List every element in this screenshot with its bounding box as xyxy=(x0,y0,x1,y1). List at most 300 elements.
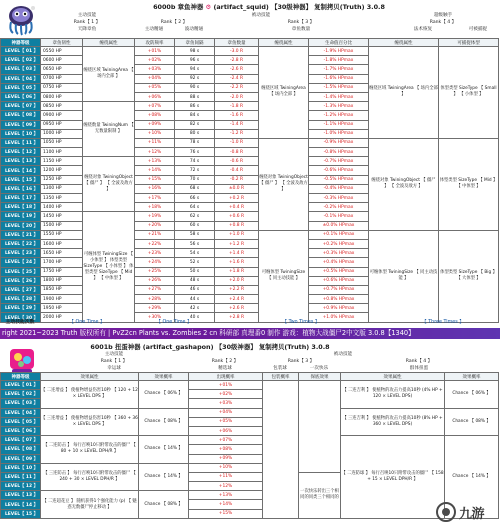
level-cell: LEVEL【 21 】 xyxy=(1,230,41,239)
copyright-bar xyxy=(0,328,500,339)
freq-cell: +26% xyxy=(135,276,175,285)
chance1-cell: Chance 【 14% 】 xyxy=(139,463,189,491)
sub-sub-label: 主动精通 xyxy=(144,27,164,32)
rank4-label: Rank【 4 】 xyxy=(429,20,457,25)
count-cell: +2.2 R xyxy=(215,285,259,294)
count-cell: -2.4 R xyxy=(215,74,259,83)
interval-cell: 40 s xyxy=(175,313,215,322)
pct-cell: -1.8% HPmax xyxy=(309,56,369,65)
interval-cell: 42 s xyxy=(175,304,215,313)
pct-cell: +0.6% HPmax xyxy=(309,276,369,285)
interval-cell: 52 s xyxy=(175,258,215,267)
table-header-row xyxy=(1,39,499,47)
count-cell: +1.0 R xyxy=(215,230,259,239)
table-row xyxy=(1,436,499,445)
level-cell: LEVEL【 23 】 xyxy=(1,249,41,258)
effect-cell-2: 缠绕对象 TwiningObject 【 僵尸 】 【 全波及敌方 】 xyxy=(369,138,439,230)
freq-cell: +08% xyxy=(135,111,175,120)
chance2-cell: +14% xyxy=(189,500,263,509)
freq-cell: +19% xyxy=(135,212,175,221)
count-cell: -2.8 R xyxy=(215,56,259,65)
interval-cell: 54 s xyxy=(175,249,215,258)
rank4-label-2: Rank【 4 】 xyxy=(405,359,433,364)
gashapon-level-table xyxy=(0,372,499,519)
freq-cell: +09% xyxy=(135,120,175,129)
pct-cell: +0.5% HPmax xyxy=(309,267,369,276)
page-title xyxy=(40,2,498,12)
level-cell: LEVEL【 09 】 xyxy=(1,454,41,463)
col-freq: 攻防频率 xyxy=(135,39,175,47)
pct-cell: +0.2% HPmax xyxy=(309,239,369,248)
effect1-cell: 【 二连防击 】 每行召唤10只附带攻击的僵尸 【 80 + 10 × LEVEL DPH/R 】 xyxy=(41,436,139,464)
pct-cell: -1.5% HPmax xyxy=(309,83,369,92)
sub-b-label: 精选球 xyxy=(218,366,232,371)
interval-cell: 88 s xyxy=(175,92,215,101)
count-cell: +1.4 R xyxy=(215,249,259,258)
interval-cell: 76 s xyxy=(175,148,215,157)
interval-cell: 50 s xyxy=(175,267,215,276)
freq-cell: +22% xyxy=(135,239,175,248)
hp-cell: 1300 HP xyxy=(41,184,83,193)
freq-cell: +02% xyxy=(135,56,175,65)
col-c: 包装概率 xyxy=(263,373,299,381)
interval-cell: 80 s xyxy=(175,129,215,138)
hp-cell: 1000 HP xyxy=(41,129,83,138)
pct-cell: -0.4% HPmax xyxy=(309,184,369,193)
level-cell: LEVEL【 29 】 xyxy=(1,304,41,313)
count-cell: +1.6 R xyxy=(215,258,259,267)
group-passive-label: 被动技能 xyxy=(251,13,271,18)
interval-cell: 90 s xyxy=(175,83,215,92)
interval-cell: 66 s xyxy=(175,194,215,203)
col-level-2: 神器等级 xyxy=(1,373,41,381)
table-header-row-2 xyxy=(1,373,499,381)
attr-cell: 可缠体型 TwiningSize 【 小体型 】 体型类型 SizeType 【 小体型 】 体型类型 SizeType 【 Mid 】 【 中体型 】 xyxy=(83,212,135,322)
interval-cell: 56 s xyxy=(175,239,215,248)
freq-cell: +17% xyxy=(135,194,175,203)
hp-cell: 1600 HP xyxy=(41,239,83,248)
col-d: 保底效果 xyxy=(299,373,341,381)
pct-cell: +0.3% HPmax xyxy=(309,249,369,258)
sub-heal-label: 法术恢复 xyxy=(413,27,433,32)
level-cell: LEVEL【 12 】 xyxy=(1,148,41,157)
interval-cell: 62 s xyxy=(175,212,215,221)
hp-cell: 0700 HP xyxy=(41,74,83,83)
interval-cell: 64 s xyxy=(175,203,215,212)
level-cell: LEVEL【 10 】 xyxy=(1,129,41,138)
interval-cell: 96 s xyxy=(175,56,215,65)
level-cell: LEVEL【 06 】 xyxy=(1,426,41,435)
pct-cell: -1.4% HPmax xyxy=(309,92,369,101)
col-count: 章鱼数量 xyxy=(215,39,259,47)
rank1-label-2: Rank【 1 】 xyxy=(100,359,128,364)
pct-cell: +0.8% HPmax xyxy=(309,295,369,304)
level-cell: LEVEL【 14 】 xyxy=(1,500,41,509)
count-cell: -0.6 R xyxy=(215,157,259,166)
pct-cell: -1.0% HPmax xyxy=(309,129,369,138)
active-skill-count-row xyxy=(0,318,500,327)
interval-cell: 92 s xyxy=(175,74,215,83)
level-cell: LEVEL【 30 】 xyxy=(1,313,41,322)
hp-cell: 1100 HP xyxy=(41,148,83,157)
guarantee-cell: 一次快乐转出三个相同的同类三个相同的 xyxy=(299,472,341,518)
hp-cell: 1550 HP xyxy=(41,230,83,239)
hp-cell: 0950 HP xyxy=(41,120,83,129)
hp-cell: 1850 HP xyxy=(41,285,83,294)
hp-cell: 1950 HP xyxy=(41,304,83,313)
pct-cell: +0.9% HPmax xyxy=(309,304,369,313)
count-cell: -0.8 R xyxy=(215,148,259,157)
rank2-label: Rank【 2 】 xyxy=(160,20,188,25)
freq-cell: +14% xyxy=(135,166,175,175)
chance2-cell: +01% xyxy=(189,381,263,390)
count-cell: -2.2 R xyxy=(215,83,259,92)
level-cell: LEVEL【 24 】 xyxy=(1,258,41,267)
col-attr: 缠绕属性 xyxy=(83,39,135,47)
catch-cell: 体型类型 SizeType 【 Small 】 【 小体型 】 xyxy=(439,47,499,139)
rank1-label: Rank【 1 】 xyxy=(73,20,101,25)
pct-cell: +0.4% HPmax xyxy=(309,258,369,267)
pct-cell: -1.3% HPmax xyxy=(309,102,369,111)
pct-cell: ±0.0% HPmax xyxy=(309,221,369,230)
freq-cell: +28% xyxy=(135,295,175,304)
group-main-label-2: 主动技能 xyxy=(104,352,124,357)
level-cell: LEVEL【 08 】 xyxy=(1,445,41,454)
hp-cell: 1750 HP xyxy=(41,267,83,276)
interval-cell: 86 s xyxy=(175,102,215,111)
pct-cell: -0.8% HPmax xyxy=(309,148,369,157)
pct-cell: +1.0% HPmax xyxy=(309,313,369,322)
freq-cell: +23% xyxy=(135,249,175,258)
col-catch: 可捕捉体型 xyxy=(439,39,499,47)
interval-cell: 72 s xyxy=(175,166,215,175)
sub-c-label: 包装球 xyxy=(273,366,287,371)
count-cell: -1.2 R xyxy=(215,129,259,138)
freq-cell: +25% xyxy=(135,267,175,276)
count-cell: -1.6 R xyxy=(215,111,259,120)
interval-cell: 74 s xyxy=(175,157,215,166)
pct-cell: -0.2% HPmax xyxy=(309,203,369,212)
level-cell: LEVEL【 02 】 xyxy=(1,390,41,399)
wrap-cell xyxy=(263,381,299,519)
count-cell: -0.2 R xyxy=(215,175,259,184)
hp-cell: 0550 HP xyxy=(41,47,83,56)
level-cell: LEVEL【 20 】 xyxy=(1,221,41,230)
hp-cell: 0900 HP xyxy=(41,111,83,120)
freq-cell: +16% xyxy=(135,184,175,193)
hp-cell: 1350 HP xyxy=(41,194,83,203)
chance1-cell: Chance 【 14% 】 xyxy=(139,436,189,464)
col-chance1: 效果概率 xyxy=(139,373,189,381)
gear-icon: ⚙ xyxy=(205,3,212,11)
col-effect2: 效果属性 xyxy=(341,373,445,381)
copyright-text: right 2021~2023 Truth 版权所有 | PvZ2cn Plants vs. Zombies 2 cn 科研部 真理番0 制作 游戏：植物大战僵尸2中文版 3.0.8【1340】 xyxy=(2,329,415,337)
level-cell: LEVEL【 18 】 xyxy=(1,203,41,212)
level-cell: LEVEL【 10 】 xyxy=(1,463,41,472)
table-row xyxy=(1,408,499,417)
level-cell: LEVEL【 27 】 xyxy=(1,285,41,294)
level-cell: LEVEL【 15 】 xyxy=(1,175,41,184)
effect-cell: 可缠体型 TwiningSize 【 同主动技能 】 xyxy=(259,230,309,322)
effect-cell: 缠绕区域 TwiningArea 【 场内全部 】 xyxy=(259,47,309,139)
chance2-cell: +09% xyxy=(189,454,263,463)
hp-cell: 0850 HP xyxy=(41,102,83,111)
freq-cell: +20% xyxy=(135,221,175,230)
level-cell: LEVEL【 06 】 xyxy=(1,92,41,101)
freq-cell: +11% xyxy=(135,138,175,147)
pct-cell: -0.9% HPmax xyxy=(309,138,369,147)
freq-cell: +21% xyxy=(135,230,175,239)
level-cell: LEVEL【 19 】 xyxy=(1,212,41,221)
col-chance2: 出现概率 xyxy=(189,373,263,381)
sub-tentacle-label: 天降章鱼 xyxy=(77,27,97,32)
hp-cell: 0800 HP xyxy=(41,92,83,101)
count-cell: +0.2 R xyxy=(215,194,259,203)
count-cell: +2.4 R xyxy=(215,295,259,304)
footer-label: 主动技能次数 xyxy=(5,320,35,325)
level-cell: LEVEL【 04 】 xyxy=(1,408,41,417)
freq-cell: +13% xyxy=(135,157,175,166)
table-row xyxy=(1,230,499,239)
level-cell: LEVEL【 26 】 xyxy=(1,276,41,285)
interval-cell: 48 s xyxy=(175,276,215,285)
squid-artifact-icon xyxy=(3,2,39,36)
chance2-cell: +03% xyxy=(189,399,263,408)
level-cell: LEVEL【 05 】 xyxy=(1,83,41,92)
footer-rank4: 【 Three Times 】 xyxy=(421,320,465,325)
chance3-cell: Chance 【 08% 】 xyxy=(445,408,499,436)
chance2-cell: +02% xyxy=(189,390,263,399)
chance2-cell: +12% xyxy=(189,482,263,491)
freq-cell: +10% xyxy=(135,129,175,138)
hp-cell: 1800 HP xyxy=(41,276,83,285)
rank3-label: Rank【 3 】 xyxy=(287,20,315,25)
count-cell: +0.8 R xyxy=(215,221,259,230)
hp-cell: 1500 HP xyxy=(41,221,83,230)
col-effect-2: 缠绕属性 xyxy=(369,39,439,47)
watermark-icon xyxy=(436,502,456,522)
chance2-cell: +15% xyxy=(189,509,263,518)
pct-cell: -0.7% HPmax xyxy=(309,157,369,166)
hp-cell: 0750 HP xyxy=(41,83,83,92)
col-interval: 章鱼间隔 xyxy=(175,39,215,47)
chance3-cell: Chance 【 06% 】 xyxy=(445,381,499,409)
freq-cell: +06% xyxy=(135,92,175,101)
interval-cell: 98 s xyxy=(175,47,215,56)
hp-cell: 1150 HP xyxy=(41,157,83,166)
effect2-cell: 【 二连防球 】 每行召唤10只附带攻击的僵尸 【 158 + 15 × LEVEL DPH/R 】 xyxy=(341,436,445,519)
level-cell: LEVEL【 14 】 xyxy=(1,166,41,175)
hp-cell: 1050 HP xyxy=(41,138,83,147)
table-row xyxy=(1,381,499,390)
chance3-cell: Chance 【 14% 】 xyxy=(445,436,499,519)
watermark-logo xyxy=(436,498,498,526)
guarantee-cell xyxy=(299,381,341,473)
hp-cell: 1700 HP xyxy=(41,258,83,267)
freq-cell: +18% xyxy=(135,203,175,212)
level-cell: LEVEL【 09 】 xyxy=(1,120,41,129)
level-cell: LEVEL【 03 】 xyxy=(1,65,41,74)
level-cell: LEVEL【 04 】 xyxy=(1,74,41,83)
table-row xyxy=(1,138,499,147)
interval-cell: 82 s xyxy=(175,120,215,129)
count-cell: ±0.0 R xyxy=(215,184,259,193)
pct-cell: -1.9% HPmax xyxy=(309,47,369,56)
level-cell: LEVEL【 03 】 xyxy=(1,399,41,408)
catch-cell: 体型类型 SizeType 【 Mid 】 【 中体型 】 xyxy=(439,138,499,230)
hp-cell: 2000 HP xyxy=(41,313,83,322)
effect1-cell: 【 三连防击 】 每行召唤10只附带攻击的僵尸 【 240 + 30 × LEVEL DPH/R 】 xyxy=(41,463,139,491)
count-cell: +2.6 R xyxy=(215,304,259,313)
level-cell: LEVEL【 28 】 xyxy=(1,295,41,304)
title-code-2: (artifact_gashapon) xyxy=(142,343,214,351)
freq-cell: +15% xyxy=(135,175,175,184)
count-cell: -1.8 R xyxy=(215,102,259,111)
interval-cell: 58 s xyxy=(175,230,215,239)
group-header xyxy=(40,12,498,33)
level-cell: LEVEL【 13 】 xyxy=(1,157,41,166)
interval-cell: 84 s xyxy=(175,111,215,120)
count-cell: -1.4 R xyxy=(215,120,259,129)
effect1-cell: 【 二连超花豆 】 随机获得1个强化能力 (p) 【 魅惑无数僵尸停止移动 】 xyxy=(41,491,139,519)
group-header-2 xyxy=(40,351,498,372)
table-row xyxy=(1,47,499,56)
hp-cell: 1400 HP xyxy=(41,203,83,212)
level-cell: LEVEL【 11 】 xyxy=(1,472,41,481)
interval-cell: 46 s xyxy=(175,285,215,294)
effect-cell-2: 可缠体型 TwiningSize 【 同主动技能 】 xyxy=(369,230,439,322)
col-effect1: 效果属性 xyxy=(41,373,139,381)
effect2-cell: 【 二连吉利 】 使植物的攻击力提高10秒 (4% HP + 120 × LEVEL DPS) xyxy=(341,381,445,409)
level-cell: LEVEL【 01 】 xyxy=(1,381,41,390)
group-super-label: 超级触手 xyxy=(433,13,453,18)
freq-cell: +24% xyxy=(135,258,175,267)
attr-cell: 缠绕区域 TwiningArea 【 场内全部 】 xyxy=(83,47,135,102)
pct-cell: -1.2% HPmax xyxy=(309,111,369,120)
level-cell: LEVEL【 16 】 xyxy=(1,184,41,193)
level-cell: LEVEL【 02 】 xyxy=(1,56,41,65)
interval-cell: 68 s xyxy=(175,184,215,193)
hp-cell: 1200 HP xyxy=(41,166,83,175)
count-cell: -1.0 R xyxy=(215,138,259,147)
level-cell: LEVEL【 08 】 xyxy=(1,111,41,120)
count-cell: +1.8 R xyxy=(215,267,259,276)
level-cell: LEVEL【 11 】 xyxy=(1,138,41,147)
rank2-label-2: Rank【 2 】 xyxy=(211,359,239,364)
level-cell: LEVEL【 13 】 xyxy=(1,491,41,500)
interval-cell: 78 s xyxy=(175,138,215,147)
count-cell: -2.6 R xyxy=(215,65,259,74)
sub-d-label: 一次快乐 xyxy=(309,366,329,371)
pct-cell: +0.1% HPmax xyxy=(309,230,369,239)
interval-cell: 60 s xyxy=(175,221,215,230)
level-cell: LEVEL【 25 】 xyxy=(1,267,41,276)
freq-cell: +07% xyxy=(135,102,175,111)
chance1-cell: Chance 【 06% 】 xyxy=(139,381,189,409)
freq-cell: +05% xyxy=(135,83,175,92)
chance2-cell: +05% xyxy=(189,417,263,426)
pct-cell: -1.1% HPmax xyxy=(309,120,369,129)
col-effect: 缠绕属性 xyxy=(259,39,309,47)
col-pct: 生命值百分比 xyxy=(309,39,369,47)
title-suffix-2: 【30级神器】 复制拷贝(Truth) 3.0.8 xyxy=(215,343,330,351)
footer-rank2: 【 One Time 】 xyxy=(156,320,192,325)
level-cell: LEVEL【 07 】 xyxy=(1,436,41,445)
rank3-label-2: Rank【 3 】 xyxy=(287,359,315,364)
title-suffix: 【30级神器】 复制拷贝(Truth) 3.0.8 xyxy=(271,3,385,11)
hp-cell: 1250 HP xyxy=(41,175,83,184)
sub-wave-label: 波动精通 xyxy=(184,27,204,32)
interval-cell: 70 s xyxy=(175,175,215,184)
effect1-cell: 【 三连增益 】 使植物增益伤害10秒 【 360 + 36 × LEVEL DPS 】 xyxy=(41,408,139,436)
chance2-cell: +06% xyxy=(189,426,263,435)
col-chance3: 效果概率 xyxy=(445,373,499,381)
pct-cell: -1.6% HPmax xyxy=(309,74,369,83)
pct-cell: -0.5% HPmax xyxy=(309,175,369,184)
attr-cell: 缠绕对象 TwiningObject 【 僵尸 】 【 全波及敌方 】 xyxy=(83,157,135,212)
group-passive-label-2: 被动技能 xyxy=(333,352,353,357)
hp-cell: 1650 HP xyxy=(41,249,83,258)
level-cell: LEVEL【 01 】 xyxy=(1,47,41,56)
hp-cell: 1900 HP xyxy=(41,295,83,304)
level-cell: LEVEL【 12 】 xyxy=(1,482,41,491)
pct-cell: -1.7% HPmax xyxy=(309,65,369,74)
sub-catch-label: 可被捕捉 xyxy=(468,27,488,32)
footer-rank1: 【 One Time 】 xyxy=(69,320,105,325)
pct-cell: -0.6% HPmax xyxy=(309,166,369,175)
pct-cell: -0.1% HPmax xyxy=(309,212,369,221)
group-main-label: 主动技能 xyxy=(77,13,97,18)
level-cell: LEVEL【 17 】 xyxy=(1,194,41,203)
col-hp: 章鱼韧性 xyxy=(41,39,83,47)
freq-cell: +03% xyxy=(135,65,175,74)
chance2-cell: +11% xyxy=(189,472,263,481)
footer-rank3: 【 Two Times 】 xyxy=(282,320,320,325)
level-cell: LEVEL【 22 】 xyxy=(1,239,41,248)
hp-cell: 0600 HP xyxy=(41,56,83,65)
catch-cell: 体型类型 SizeType 【 Big 】 【 大体型 】 xyxy=(439,230,499,322)
level-cell: LEVEL【 15 】 xyxy=(1,509,41,518)
pct-cell: +0.7% HPmax xyxy=(309,285,369,294)
pct-cell: -0.3% HPmax xyxy=(309,194,369,203)
freq-cell: +04% xyxy=(135,74,175,83)
freq-cell: +30% xyxy=(135,313,175,322)
freq-cell: +27% xyxy=(135,285,175,294)
hp-cell: 1450 HP xyxy=(41,212,83,221)
chance1-cell: Chance 【 08% 】 xyxy=(139,408,189,436)
count-cell: -3.0 R xyxy=(215,47,259,56)
freq-cell: +01% xyxy=(135,47,175,56)
col-level: 神器等级 xyxy=(1,39,41,47)
count-cell: -0.4 R xyxy=(215,166,259,175)
effect1-cell: 【 二连增益 】 使植物增益伤害10秒 【 120 + 12 × LEVEL DPS 】 xyxy=(41,381,139,409)
chance2-cell: +10% xyxy=(189,463,263,472)
sub-a-label: 幸运球 xyxy=(107,366,121,371)
attr-cell: 缠绕数量 TwiningNum 【 无数量限制 】 xyxy=(83,102,135,157)
interval-cell: 94 s xyxy=(175,65,215,74)
title-prefix: 6000b 章鱼神器 xyxy=(153,3,204,11)
count-cell: +1.2 R xyxy=(215,239,259,248)
count-cell: +0.4 R xyxy=(215,203,259,212)
watermark-text: 九游 xyxy=(459,506,485,522)
level-cell: LEVEL【 07 】 xyxy=(1,102,41,111)
sub-e-label: 群体扭蛋 xyxy=(409,366,429,371)
effect-cell: 缠绕对象 TwiningObject 【 僵尸 】 【 全波及敌方 】 xyxy=(259,138,309,230)
count-cell: -2.0 R xyxy=(215,92,259,101)
title-prefix-2: 6001b 扭蛋神器 xyxy=(90,343,141,351)
sub-count-label: 章鱼数量 xyxy=(291,27,311,32)
freq-cell: +12% xyxy=(135,148,175,157)
